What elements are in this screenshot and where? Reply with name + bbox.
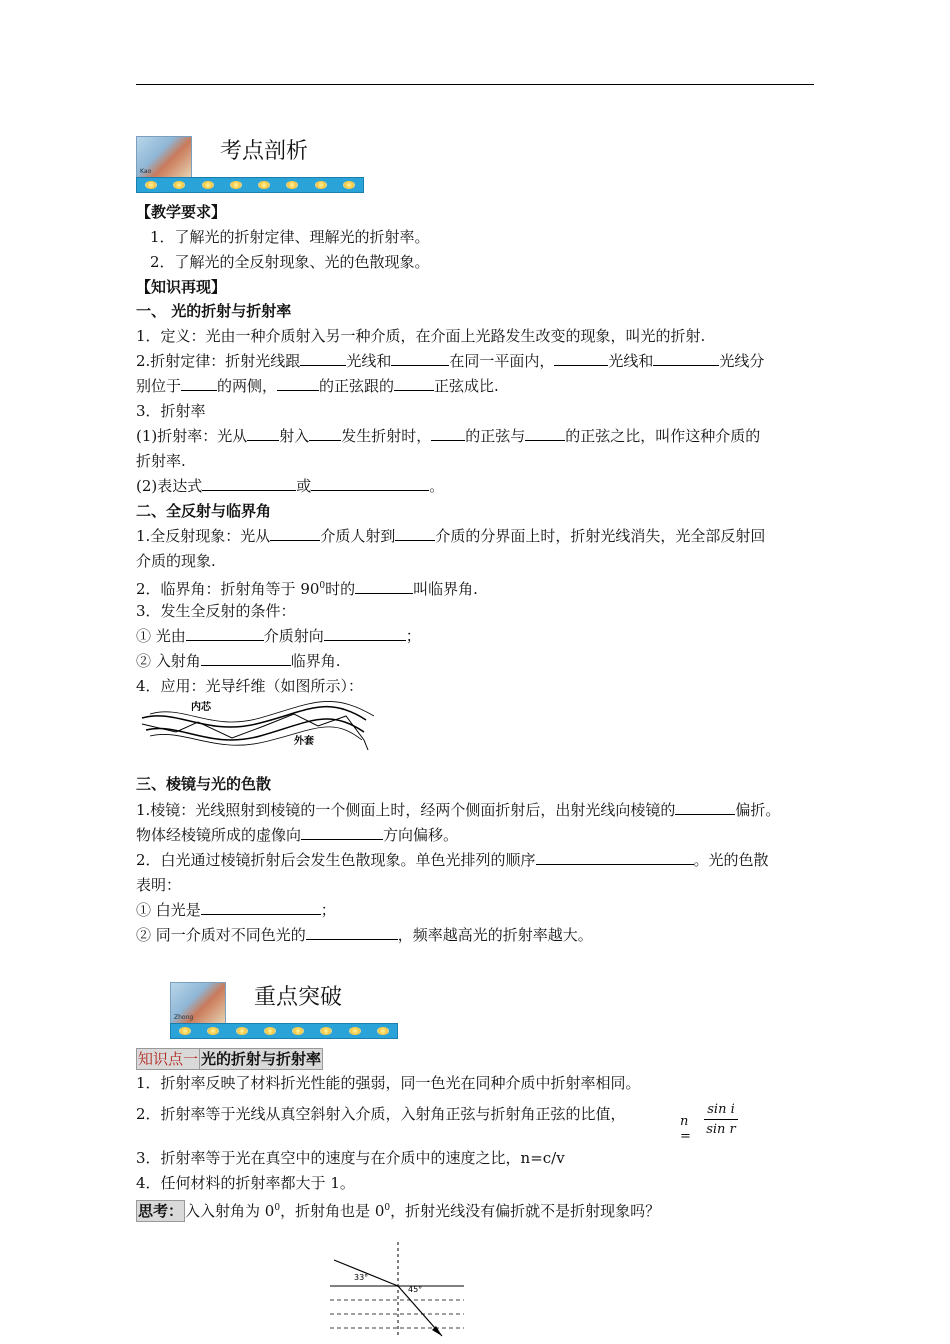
dispersion-point-1: ① 白光是 ； — [136, 901, 336, 919]
section-heading-total-reflection: 二、全反射与临界角 — [136, 502, 272, 520]
refraction-law-line: 2.折射定律：折射光线跟 光线和 在同一平面内， 光线和 光线分 — [136, 352, 765, 370]
prism-line-2: 物体经棱镜所成的虚像向 方向偏移。 — [136, 826, 459, 844]
optical-fiber-diagram — [136, 696, 386, 758]
banner-title: 考点剖析 — [220, 139, 309, 164]
banner-picture: Kao — [136, 136, 192, 178]
dispersion-line-2: 表明： — [136, 876, 182, 894]
think-question: 思考： 入入射角为 $0^0$，折射角也是 $0^0$，折射光线没有偏折就不是折射现象吗？ — [138, 1202, 661, 1220]
application-line: 4．应用：光导纤维（如图所示）： — [136, 677, 364, 695]
expression-line: (2)表达式 或 。 — [136, 477, 445, 495]
section-heading-refraction: 一、 光的折射与折射率 — [136, 302, 292, 320]
refraction-angle-diagram — [330, 1242, 464, 1338]
banner-title: 重点突破 — [254, 985, 343, 1010]
kp-item-3: 3．折射率等于光在真空中的速度与在介质中的速度之比，n=c/v — [136, 1149, 565, 1167]
fiber-core-label: 内芯 — [191, 702, 211, 713]
angle-label-45: 45° — [408, 1285, 423, 1294]
total-reflection-line-2: 介质的现象. — [136, 552, 216, 570]
dispersion-point-2: ② 同一介质对不同色光的 ，频率越高光的折射率越大。 — [136, 926, 593, 944]
banner-picture: Zhong — [170, 982, 226, 1024]
header-rule — [136, 84, 814, 85]
section-heading-prism: 三、棱镜与光的色散 — [136, 775, 272, 793]
section-banner-analysis — [136, 136, 366, 192]
section-banner-key-points — [170, 982, 400, 1038]
kp-item-1: 1．折射率反映了材料折光性能的强弱，同一色光在同种介质中折射率相同。 — [136, 1074, 641, 1092]
kp-item-2: 2．折射率等于光线从真空斜射入介质，入射角正弦与折射角正弦的比值， — [136, 1105, 626, 1123]
prism-line: 1.棱镜：光线照射到棱镜的一个侧面上时，经两个侧面折射后，出射光线向棱镜的 偏折。 — [136, 801, 781, 819]
think-tag: 思考： — [138, 1202, 184, 1220]
knowledge-point-tag: 知识点一 — [138, 1050, 199, 1068]
conditions-heading: 3．发生全反射的条件： — [136, 602, 296, 620]
req-item-1: 1．了解光的折射定律、理解光的折射率。 — [150, 228, 430, 246]
banner-strip — [136, 177, 364, 193]
angle-label-33: 33° — [354, 1273, 369, 1282]
refraction-law-line-2: 别位于 的两侧， 的正弦跟的 正弦成比. — [136, 377, 499, 395]
knowledge-heading: 【知识再现】 — [136, 278, 227, 296]
condition-2: ② 入射角 临界角. — [136, 652, 341, 670]
kp-item-4: 4．任何材料的折射率都大于 1。 — [136, 1174, 355, 1192]
req-item-2: 2．了解光的全反射现象、光的色散现象。 — [150, 253, 430, 271]
dispersion-line: 2．白光通过棱镜折射后会发生色散现象。单色光排列的顺序 。光的色散 — [136, 851, 769, 869]
condition-1: ① 光由 介质射向 ； — [136, 627, 421, 645]
banner-strip — [170, 1023, 398, 1039]
refractive-index-def-2: 折射率. — [136, 452, 186, 470]
teach-req-heading: 【教学要求】 — [136, 203, 227, 221]
refractive-index-heading: 3．折射率 — [136, 402, 206, 420]
critical-angle-line: 2．临界角：折射角等于 $90^0$时的 叫临界角. — [136, 580, 478, 598]
fiber-cladding-label: 外套 — [294, 736, 314, 747]
definition-line: 1．定义：光由一种介质射入另一种介质，在介面上光路发生改变的现象，叫光的折射. — [136, 327, 706, 345]
refractive-index-def: (1)折射率：光从 射入 发生折射时， 的正弦与 的正弦之比，叫作这种介质的 — [136, 427, 761, 445]
knowledge-point-1-heading: 知识点一 光的折射与折射率 — [138, 1050, 322, 1068]
total-reflection-line: 1.全反射现象：光从 介质人射到 介质的分界面上时，折射光线消失，光全部反射回 — [136, 527, 766, 545]
